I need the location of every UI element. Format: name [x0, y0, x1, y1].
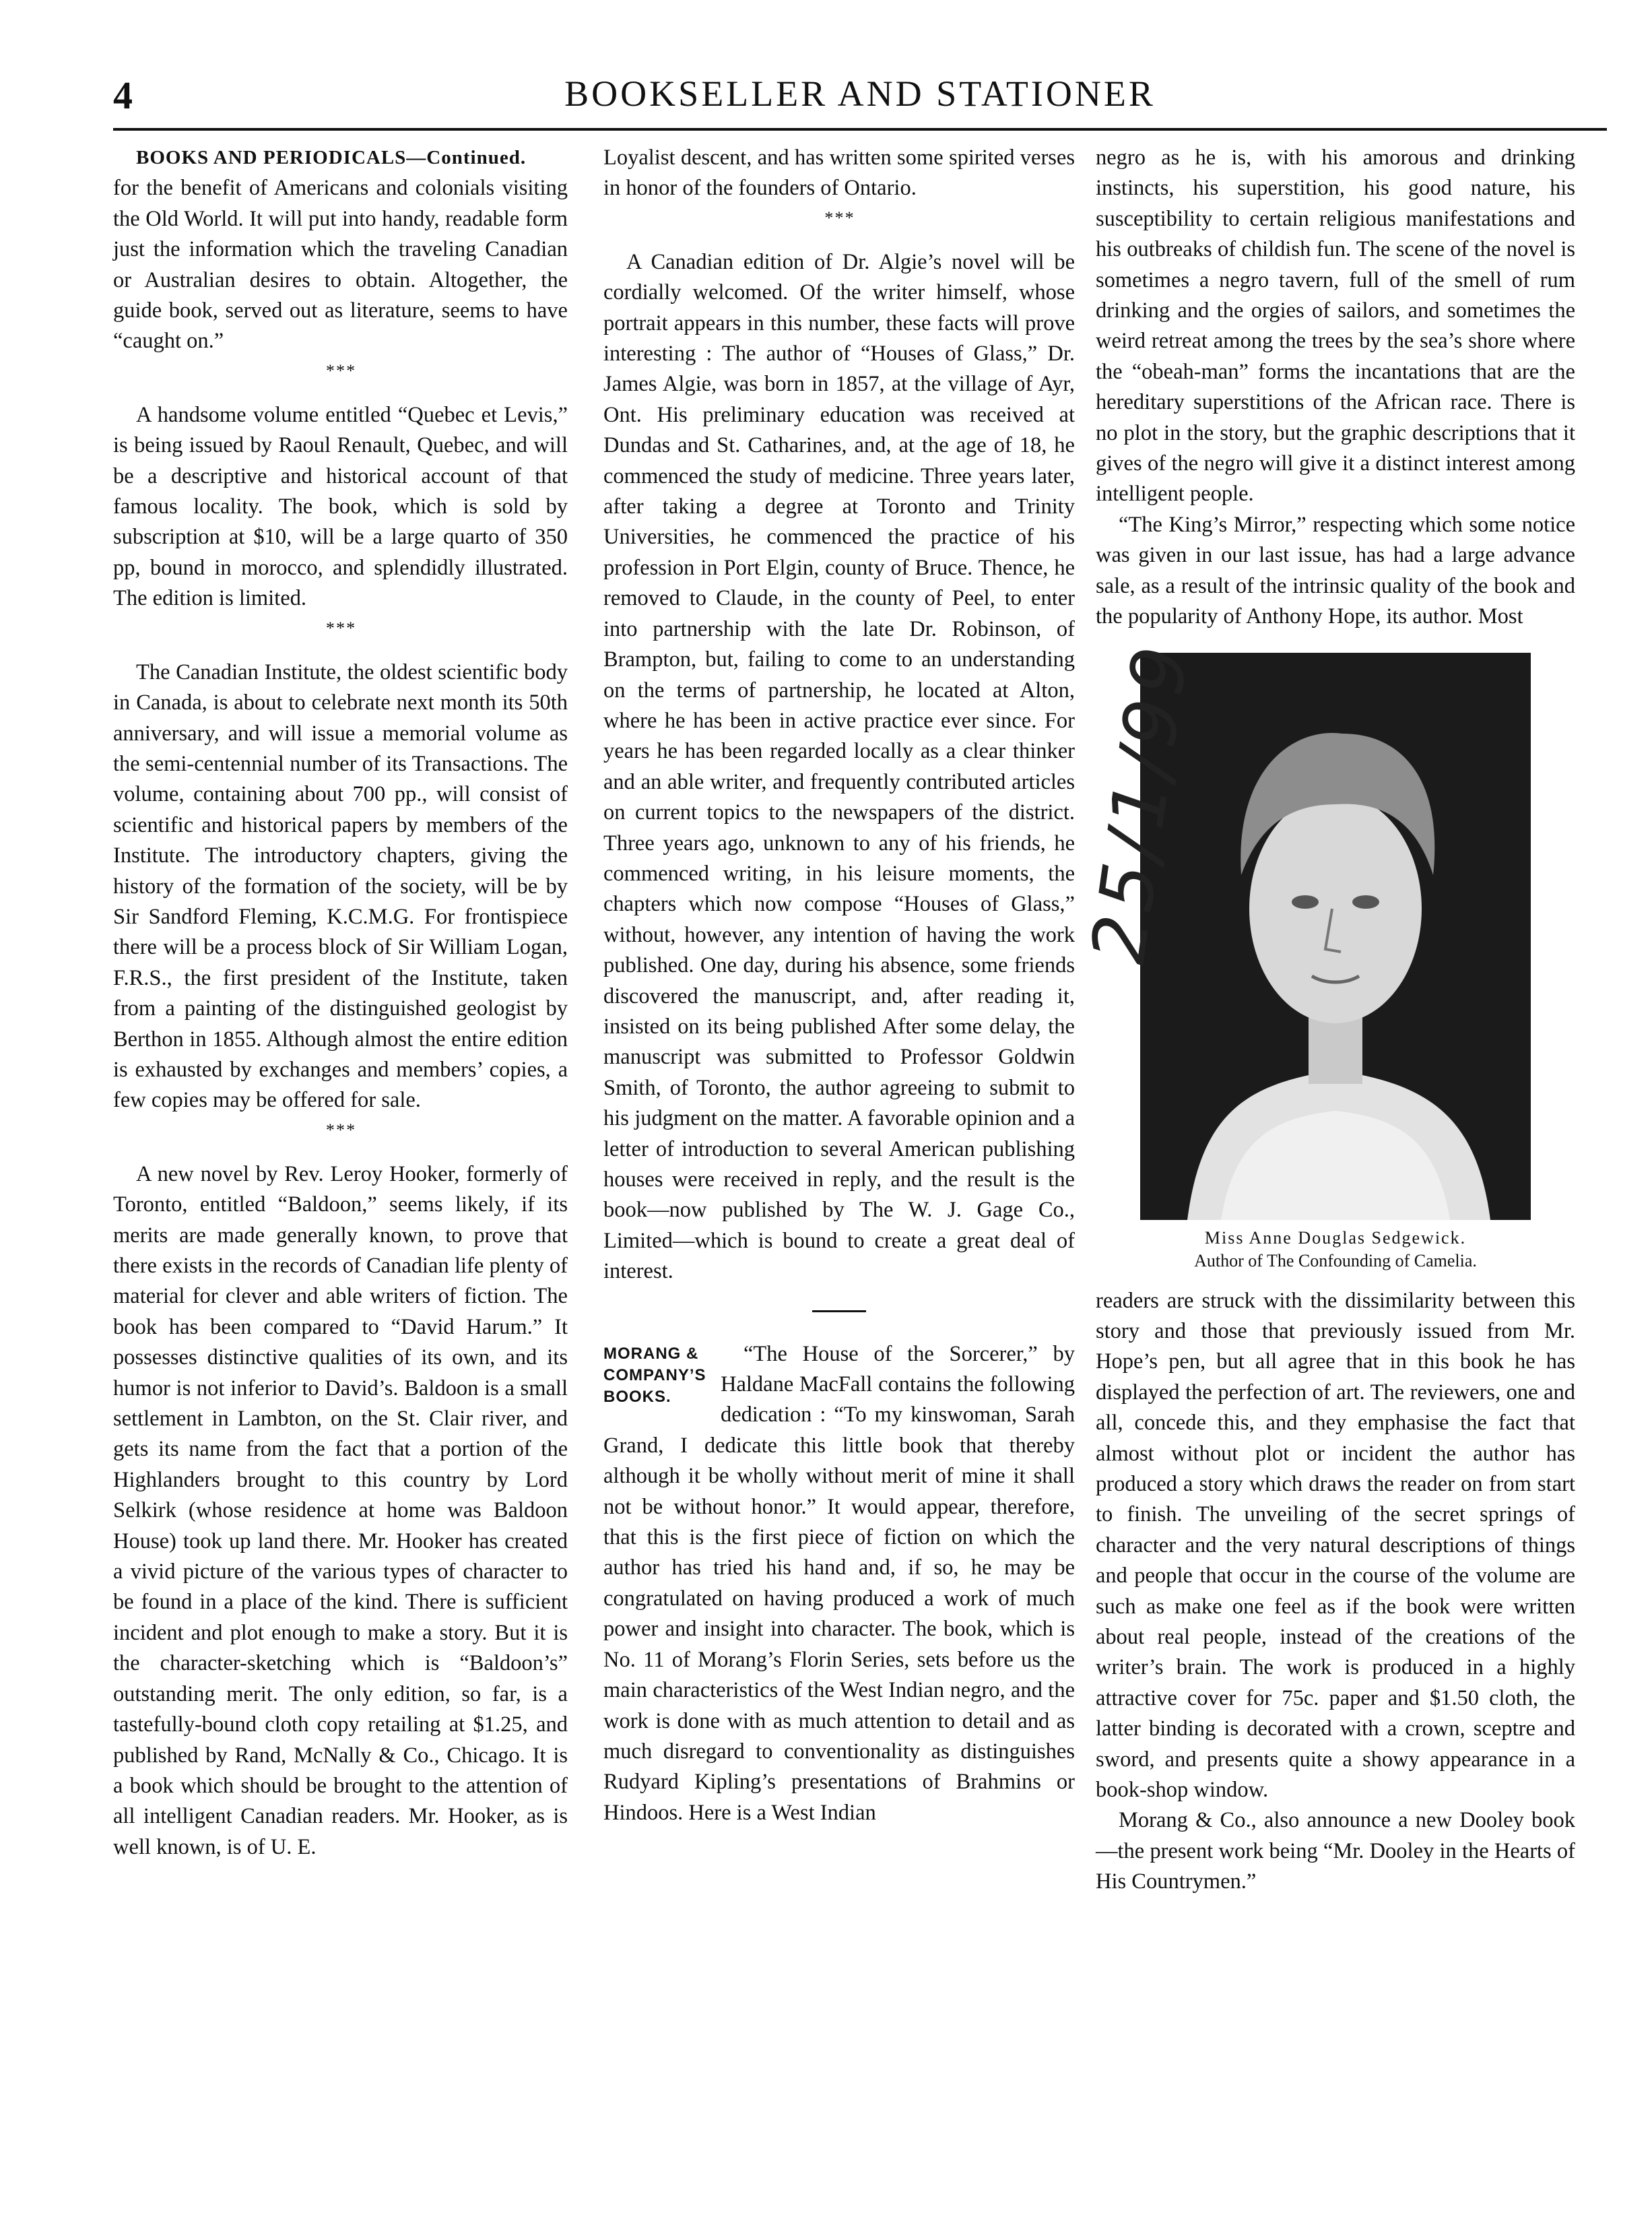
- running-title: BOOKSELLER AND STATIONER: [564, 73, 1156, 114]
- asterism-separator: * * *: [824, 207, 854, 228]
- photo-caption: [1096, 1227, 1575, 1273]
- column-middle: [603, 143, 1075, 1828]
- paragraph: “The King’s Mirror,” respecting which some notice was given in our last issue, has had a large advance sale, as a result of the intrinsic quality of the book and the popularity of Anthony Hope, its author. Most: [1096, 512, 1575, 629]
- asterism-separator: * * *: [325, 360, 356, 381]
- page-number: 4: [113, 73, 133, 117]
- handwritten-date-annotation: 25/1/99: [1075, 636, 1205, 969]
- paragraph: readers are struck with the dissimilarity between this story and those that previously issued from Mr. Hope’s pen, but all agree that in this book he has displayed the perfection of art. The reviewers, one and all, concede this, and they emphasise the fact that almost without plot or incident the author has produced a story which draws the reader on from start to finish. The unveiling of the secret springs of character and the very natural descriptions of things and people that occur in the course of the volume are such as make one feel as if the book were written about real people, instead of the creations of the writer’s brain. The work is produced in a highly attractive cover for 75c. paper and $1.50 cloth, the latter binding is decorated with a crown, sceptre and sword, and presents quite a showy appearance in a book-shop window.: [1096, 1288, 1575, 1802]
- paragraph: negro as he is, with his amorous and drinking instincts, his superstition, his good nature, his susceptibility to certain religious manifestations and his outbreaks of childish fun. The scene of the novel is sometimes a negro tavern, full of the smell of rum drinking and the orgies of sailors, and sometimes the weird retreat among the trees by the sea’s shore where the “obeah-man” forms the incantations that are the hereditary superstitions of the African race. There is no plot in the story, but the graphic descriptions that it gives of the negro will give it a distinct interest among intelligent people.: [1096, 146, 1575, 507]
- paragraph: Loyalist descent, and has written some spirited verses in honor of the founders of Ontario.: [603, 146, 1075, 201]
- portrait-photo: [1140, 653, 1531, 1220]
- page-header: [113, 73, 1607, 127]
- section-heading: BOOKS AND PERIODICALS—Continued.: [136, 147, 527, 168]
- portrait-illustration: [1140, 653, 1531, 1220]
- paragraph: A Canadian edition of Dr. Algie’s novel will be cordially welcomed. Of the writer himself, whose portrait appears in this number, these facts will prove interesting : The author of “Houses of Glass,” Dr. James Algie, was born in 1857, at the village of Ayr, Ont. His preliminary education was received at Dundas and St. Catharines, and, at the age of 18, he commenced the study of medicine. Three years later, after taking a degree at Toronto and Trinity Universities, he commenced the practice of his profession in Port Elgin, county of Bruce. Thence, he removed to Claude, in the county of Peel, to enter into partnership with the late Dr. Robinson, of Brampton, but, failing to come to an understanding on the terms of partnership, he located at Alton, where he has been in active practice ever since. For years he has been regarded locally as a clear thinker and an able writer, and frequently contributed articles on current topics to the newspapers of the district. Three years ago, unknown to any of his friends, he commenced writing, in his leisure moments, the chapters which now compose “Houses of Glass,” without, however, any intention of having the work published. One day, during his absence, some friends discovered the manuscript, and, after reading it, insisted on its being published After some delay, the manuscript was submitted to Professor Goldwin Smith, of Toronto, the author agreeing to submit to his judgment on the matter. A favorable opinion and a letter of introduction to several American publishing houses were received in reply, and the result is the book—now published by The W. J. Gage Co., Limited—which is bound to create a great deal of interest.: [603, 249, 1075, 1284]
- side-heading: MORANG & COMPANY’S BOOKS.: [603, 1344, 706, 1406]
- paragraph: “The House of the Sorcerer,” by Haldane MacFall contains the following dedication : “To my kinswoman, Sarah Grand, I dedicate this little book that thereby although it be wholly without merit of mine it shall not be without honor.” It would appear, therefore, that this is the first piece of fiction on which the author has tried his hand and, if so, he may be congratulated on having produced a work of much power and insight into character. The book, which is No. 11 of Morang’s Florin Series, sets before us the main characteristics of the West Indian negro, and the work is done with as much attention to detail and as much disregard to conventionality as distinguishes Rudyard Kipling’s presentations of Brahmins or Hindoos. Here is a West Indian: [603, 1341, 1075, 1825]
- caption-subtitle: Author of The Confounding of Camelia.: [1194, 1250, 1477, 1270]
- column-right: [1096, 143, 1575, 1898]
- caption-name: Miss Anne Douglas Sedgewick.: [1204, 1227, 1467, 1248]
- section-rule: [812, 1310, 866, 1312]
- paragraph: The Canadian Institute, the oldest scientific body in Canada, is about to celebrate next month its 50th anniversary, and will issue a memorial volume as the semi-centennial number of its Transactions. The volume, containing about 700 pp., will consist of scientific and historical papers by members of the Institute. The introductory chapters, giving the history of the formation of the society, will be by Sir Sandford Fleming, K.C.M.G. For frontispiece there will be a process block of Sir William Logan, F.R.S., the first president of the Institute, taken from a painting of the distinguished geologist by Berthon in 1855. Although almost the entire edition is exhausted by exchanges and members’ copies, a few copies may be offered for sale.: [113, 659, 568, 1113]
- header-rule: [113, 128, 1607, 131]
- asterism-separator: * * *: [325, 1120, 356, 1140]
- column-left: [113, 143, 568, 1863]
- paragraph: Morang & Co., also announce a new Dooley book—the present work being “Mr. Dooley in the Hearts of His Countrymen.”: [1096, 1808, 1575, 1894]
- paragraph: for the benefit of Americans and colonials visiting the Old World. It will put into handy, readable form just the information which the traveling Canadian or Australian desires to obtain. Altogether, the guide book, served out as literature, seems to have “caught on.”: [113, 176, 568, 354]
- asterism-separator: * * *: [325, 618, 356, 638]
- paragraph: A handsome volume entitled “Quebec et Levis,” is being issued by Raoul Renault, Quebec, and will be a descriptive and historical account of that famous locality. The book, which is sold by subscription at $10, will be a large quarto of 350 pp, bound in morocco, and splendidly illustrated. The edition is limited.: [113, 402, 568, 611]
- paragraph: A new novel by Rev. Leroy Hooker, formerly of Toronto, entitled “Baldoon,” seems likely, if its merits are made generally known, to prove that there exists in the records of Canadian life plenty of material for clever and able writers of fiction. The book has been compared to “David Harum.” It possesses distinctive qualities of its own, and its humor is not inferior to David’s. Baldoon is a small settlement in Lambton, on the St. Clair river, and gets its name from the fact that a portion of the Highlanders brought to this country by Lord Selkirk (whose residence at home was Baldoon House) took up land there. Mr. Hooker has created a vivid picture of the various types of character to be found in a place of the kind. There is sufficient incident and plot enough to make a story. But it is the character-sketching which is “Baldoon’s” outstanding merit. The only edition, so far, is a tastefully-bound cloth copy retailing at $1.25, and published by Rand, McNally & Co., Chicago. It is a book which should be brought to the attention of all intelligent Canadian readers. Mr. Hooker, as is well known, is of U. E.: [113, 1161, 568, 1859]
